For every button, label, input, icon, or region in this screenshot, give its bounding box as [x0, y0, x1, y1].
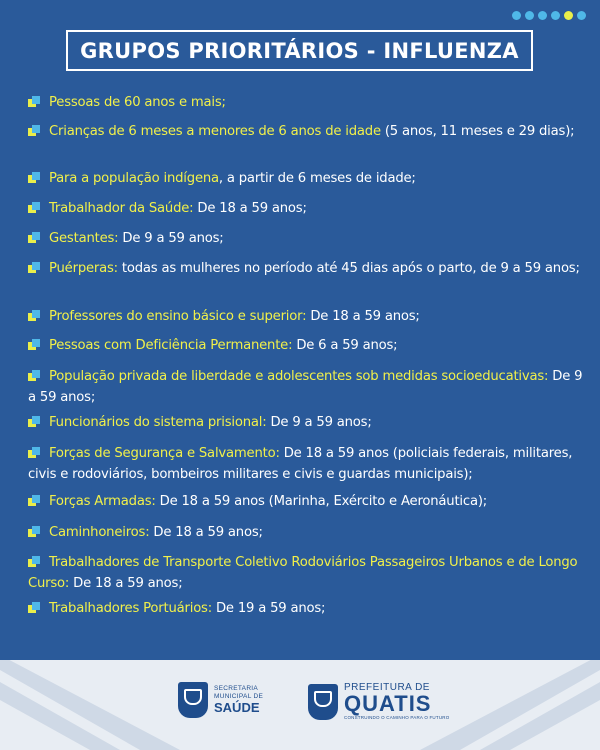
group-name: Gestantes: — [49, 231, 119, 246]
pagination-dot — [564, 11, 573, 20]
group-details: De 9 a 59 anos; — [266, 415, 372, 430]
group-details: , a partir de 6 meses de idade; — [218, 171, 416, 186]
city-shield-icon — [178, 682, 208, 718]
pagination-dot — [577, 11, 586, 20]
group-details: De 19 a 59 anos; — [211, 601, 326, 616]
group-details: (5 anos, 11 meses e 29 dias); — [380, 124, 575, 139]
list-item — [28, 552, 584, 594]
list-item — [28, 412, 584, 433]
pagination-dot — [512, 11, 521, 20]
group-details: De 18 a 59 anos; — [193, 201, 307, 216]
secretaria-line1: SECRETARIA — [214, 685, 259, 692]
title-box — [66, 30, 533, 71]
prefeitura-logo — [308, 682, 449, 721]
group-name: População privada de liberdade e adolescentes sob medidas socioeducativas: — [49, 369, 549, 384]
square-bullet-icon — [28, 310, 41, 321]
square-bullet-icon — [28, 495, 41, 506]
square-bullet-icon — [28, 96, 41, 107]
group-name: Trabalhadores de Transporte Coletivo Rodoviários Passageiros Urbanos e de Longo Curso: — [28, 555, 578, 591]
square-bullet-icon — [28, 416, 41, 427]
list-item — [28, 258, 584, 279]
list-item — [28, 228, 584, 249]
group-name: Pessoas de 60 anos e mais; — [49, 95, 226, 110]
group-name: Professores do ensino básico e superior: — [49, 309, 307, 324]
prefeitura-tagline: CONSTRUINDO O CAMINHO PARA O FUTURO — [344, 715, 450, 720]
pagination-dot — [551, 11, 560, 20]
group-details: De 18 a 59 anos; — [149, 525, 263, 540]
list-item — [28, 443, 584, 485]
square-bullet-icon — [28, 202, 41, 213]
pagination-dot — [525, 11, 534, 20]
list-item — [28, 306, 584, 327]
square-bullet-icon — [28, 556, 41, 567]
pagination-dots — [512, 11, 586, 20]
group-details: De 18 a 59 anos; — [306, 309, 420, 324]
city-shield-icon — [308, 684, 338, 720]
group-details: De 9 a 59 anos; — [118, 231, 224, 246]
group-name: Pessoas com Deficiência Permanente: — [49, 338, 293, 353]
list-item — [28, 121, 584, 142]
list-item — [28, 491, 584, 512]
prefeitura-line: PREFEITURA DE — [344, 682, 430, 693]
secretaria-logo — [178, 682, 263, 718]
footer-stripes — [0, 660, 600, 750]
list-item — [28, 92, 584, 113]
page-title: GRUPOS PRIORITÁRIOS - INFLUENZA — [80, 38, 519, 63]
secretaria-name: SAÚDE — [214, 700, 260, 715]
group-details: De 18 a 59 anos (Marinha, Exército e Aeronáutica); — [155, 494, 488, 509]
list-item — [28, 198, 584, 219]
group-name: Trabalhadores Portuários: — [49, 601, 212, 616]
square-bullet-icon — [28, 172, 41, 183]
pagination-dot — [538, 11, 547, 20]
square-bullet-icon — [28, 262, 41, 273]
group-details: De 6 a 59 anos; — [292, 338, 398, 353]
square-bullet-icon — [28, 339, 41, 350]
square-bullet-icon — [28, 602, 41, 613]
list-item — [28, 366, 584, 408]
list-item — [28, 168, 584, 189]
list-item — [28, 522, 584, 543]
group-name: Puérperas: — [49, 261, 118, 276]
prefeitura-name: QUATIS — [344, 691, 432, 716]
group-name: Forças Armadas: — [49, 494, 156, 509]
list-item — [28, 335, 584, 356]
square-bullet-icon — [28, 526, 41, 537]
group-name: Para a população indígena — [49, 171, 219, 186]
group-details: De 18 a 59 anos; — [69, 576, 183, 591]
secretaria-line2: MUNICIPAL DE — [214, 693, 264, 700]
square-bullet-icon — [28, 370, 41, 381]
square-bullet-icon — [28, 232, 41, 243]
group-name: Forças de Segurança e Salvamento: — [49, 446, 280, 461]
group-details: De 9 a 59 anos; — [28, 369, 583, 405]
square-bullet-icon — [28, 447, 41, 458]
group-details: De 18 a 59 anos (policiais federais, militares, civis e rodoviários, bombeiros militares e civis e guardas municipais); — [28, 446, 573, 482]
list-item — [28, 598, 584, 619]
group-name: Caminhoneiros: — [49, 525, 150, 540]
square-bullet-icon — [28, 125, 41, 136]
group-name: Crianças de 6 meses a menores de 6 anos de idade — [49, 124, 381, 139]
group-details: todas as mulheres no período até 45 dias após o parto, de 9 a 59 anos; — [117, 261, 580, 276]
group-name: Trabalhador da Saúde: — [49, 201, 194, 216]
group-name: Funcionários do sistema prisional: — [49, 415, 267, 430]
footer — [0, 660, 600, 750]
